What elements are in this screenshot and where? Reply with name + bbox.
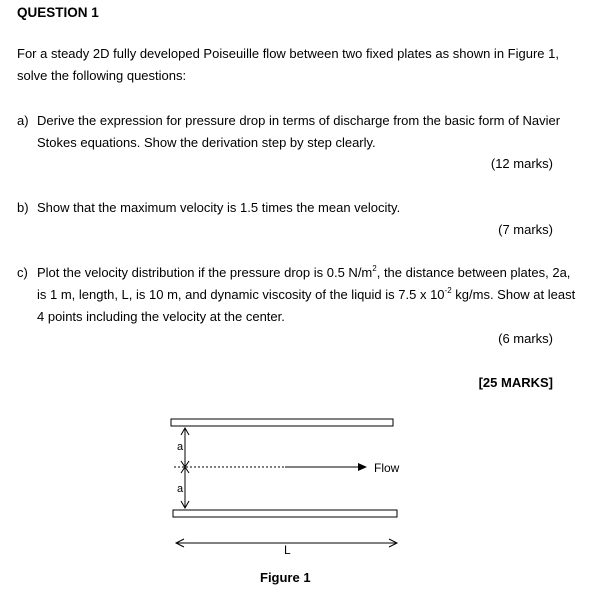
part-c-line-3: 4 points including the velocity at the center. xyxy=(37,309,285,324)
part-c-marks: (6 marks) xyxy=(498,331,553,346)
part-c-label: c) xyxy=(17,265,28,280)
part-c-line-1: Plot the velocity distribution if the pressure drop is 0.5 $N/m^2$, the distance between plates, 2a, xyxy=(37,264,571,280)
part-a-marks: (12 marks) xyxy=(490,156,553,171)
figure-caption: Figure 1 xyxy=(260,570,311,585)
part-b-marks: (7 marks) xyxy=(498,222,553,237)
intro-line-1: For a steady 2D fully developed Poiseuille flow between two fixed plates as shown in Figure 1, xyxy=(17,46,559,61)
part-a-line-2: Stokes equations. Show the derivation step by step clearly. xyxy=(37,135,376,150)
total-marks: [25 MARKS] xyxy=(478,375,553,390)
flow-arrow xyxy=(285,463,367,471)
bottom-plate xyxy=(173,510,397,517)
part-b-label: b) xyxy=(17,200,29,215)
figure-1-diagram xyxy=(0,410,611,602)
arrow-right-icon xyxy=(358,463,367,471)
question-title: QUESTION 1 xyxy=(17,5,99,20)
intro-line-2: solve the following questions: xyxy=(17,68,187,83)
length-label: L xyxy=(284,543,291,557)
label-a-bottom: a xyxy=(177,483,184,495)
top-plate xyxy=(171,419,393,426)
half-gap-dimension xyxy=(181,428,189,508)
part-a-line-1: Derive the expression for pressure drop in terms of discharge from the basic form of Navier xyxy=(37,113,561,128)
part-c-line-2: is 1 m, length, L, is 10 m, and dynamic viscosity of the liquid is 7.5 x $10^{-2}$ kg/ms. Show at least xyxy=(37,286,576,302)
part-b-line-1: Show that the maximum velocity is 1.5 times the mean velocity. xyxy=(37,200,401,215)
flow-label: Flow xyxy=(374,461,400,475)
part-a-label: a) xyxy=(17,113,29,128)
label-a-top: a xyxy=(177,441,184,453)
